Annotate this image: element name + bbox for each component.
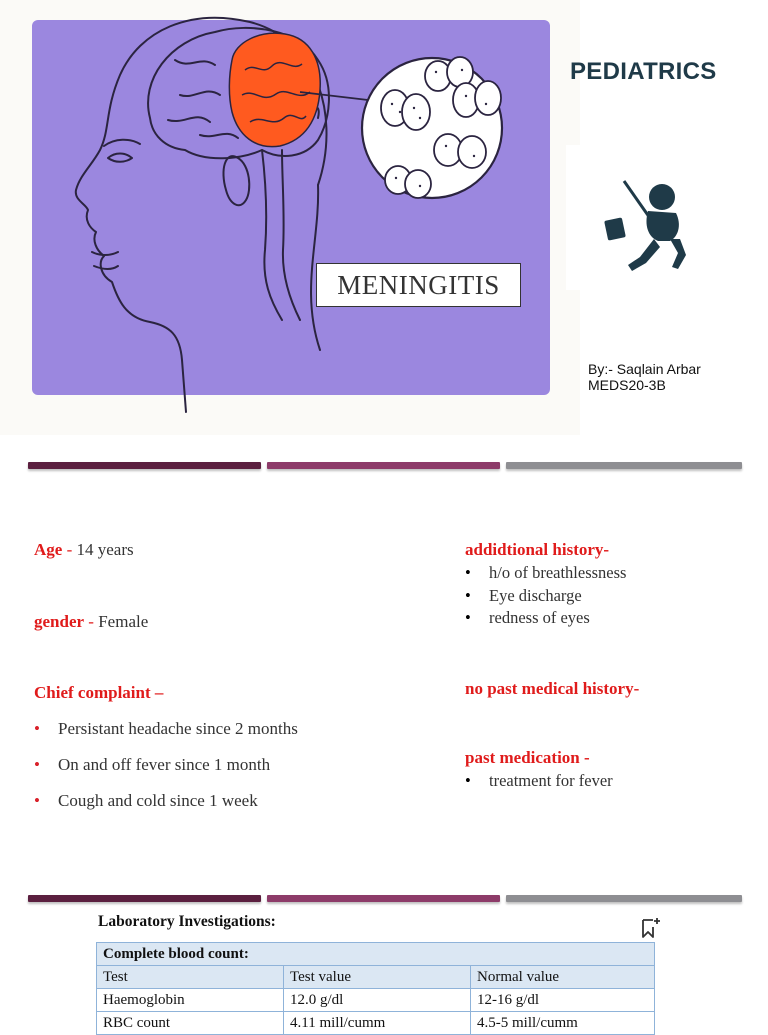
column-header: Test value — [284, 966, 471, 989]
gender-value: Female — [98, 612, 149, 631]
age-field: Age - 14 years — [34, 540, 134, 559]
inflamed-region — [229, 33, 320, 146]
gender-field: gender - Female — [34, 612, 149, 631]
pediatric-child-icon — [566, 145, 741, 290]
icon-panel — [566, 145, 741, 290]
table-cell: RBC count — [97, 1012, 284, 1035]
meningitis-illustration — [0, 0, 580, 435]
column-header: Test — [97, 966, 284, 989]
additional-history-label: addidtional history- — [465, 540, 610, 559]
cbc-table — [96, 942, 655, 1035]
slide-title: MENINGITIS — [316, 263, 521, 307]
gender-label: gender — [34, 612, 85, 631]
table-caption: Complete blood count: — [97, 943, 655, 966]
list-item: • h/o of breathlessness — [465, 563, 745, 586]
past-medication-label: past medication - — [465, 748, 590, 767]
list-item: • Eye discharge — [465, 586, 745, 609]
age-value: 14 years — [76, 540, 134, 559]
past-medication-list — [465, 771, 745, 794]
table-cell: Haemoglobin — [97, 989, 284, 1012]
title-slide — [0, 0, 768, 435]
past-medical-history-label: no past medical history- — [465, 679, 640, 698]
subject-heading: PEDIATRICS — [570, 58, 717, 85]
chief-complaint-label: Chief complaint – — [34, 683, 164, 702]
table-row — [97, 989, 655, 1012]
author-block — [588, 361, 701, 393]
list-item: • treatment for fever — [465, 771, 745, 794]
eye — [108, 154, 132, 162]
lab-section-title: Laboratory Investigations: — [98, 913, 276, 930]
table-cell: 12-16 g/dl — [471, 989, 655, 1012]
author-id: MEDS20-3B — [588, 377, 666, 393]
bookmark-add-icon[interactable] — [640, 916, 662, 940]
table-row — [97, 1012, 655, 1035]
ear — [223, 156, 249, 205]
chief-complaint-list — [34, 719, 394, 827]
table-cell: 4.5-5 mill/cumm — [471, 1012, 655, 1035]
table-cell: 12.0 g/dl — [284, 989, 471, 1012]
table-header-row — [97, 966, 655, 989]
list-item: • On and off fever since 1 month — [34, 755, 394, 791]
table-cell: 4.11 mill/cumm — [284, 1012, 471, 1035]
list-item: • Cough and cold since 1 week — [34, 791, 394, 827]
slide-divider — [28, 895, 742, 902]
list-item: • redness of eyes — [465, 608, 745, 631]
additional-history-list — [465, 563, 745, 631]
slide-divider — [28, 462, 742, 469]
column-header: Normal value — [471, 966, 655, 989]
list-item: • Persistant headache since 2 months — [34, 719, 394, 755]
author-name: By:- Saqlain Arbar — [588, 361, 701, 377]
age-label: Age — [34, 540, 63, 559]
